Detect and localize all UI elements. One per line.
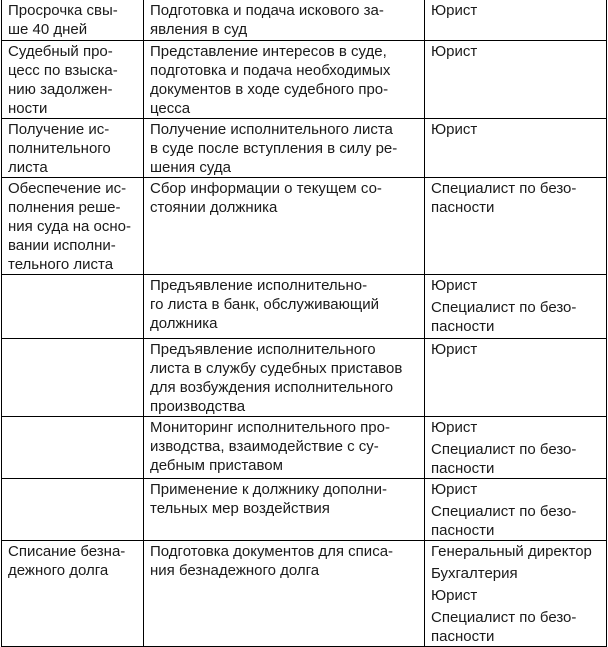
responsible-entry <box>431 564 600 583</box>
stage-text-line: нию задолжен- <box>8 81 113 98</box>
action-text-line: шения суда <box>150 159 231 176</box>
action-text-line: стоянии должника <box>150 199 278 216</box>
responsible-entry <box>431 120 600 139</box>
responsible-text-line: Юрист <box>431 419 478 436</box>
action-cell <box>144 41 425 119</box>
action-cell <box>144 339 425 417</box>
responsible-entry <box>431 586 600 605</box>
stage-cell <box>2 41 144 119</box>
action-text-line: подготовка и подача необходимых <box>150 62 391 79</box>
stage-text-line: Списание безна- <box>8 543 126 560</box>
responsible-entry <box>431 276 600 295</box>
stage-cell <box>2 178 144 275</box>
table-row <box>2 178 607 275</box>
stage-text-line: ности <box>8 100 48 117</box>
responsible-entry <box>431 608 600 646</box>
action-text-line: изводства, взаимодействие с су- <box>150 438 379 455</box>
responsible-text-line: Специалист по безо- <box>431 503 577 520</box>
stage-text-line: Просрочка свы- <box>8 2 118 19</box>
responsible-text-line: пасности <box>431 628 495 645</box>
stage-text-line: вании исполни- <box>8 237 116 254</box>
responsible-cell <box>425 119 607 178</box>
action-text-line: цесса <box>150 100 191 117</box>
table-row <box>2 339 607 417</box>
stage-text-line: Получение ис- <box>8 121 110 138</box>
responsible-entry <box>431 340 600 359</box>
stage-text-line: полнения реше- <box>8 199 121 216</box>
responsible-entry <box>431 42 600 61</box>
action-text-line: Сбор информации о текущем со- <box>150 180 382 197</box>
responsible-text-line: Юрист <box>431 587 478 604</box>
responsible-cell <box>425 417 607 479</box>
responsible-text-line: Юрист <box>431 481 478 498</box>
stage-cell <box>2 119 144 178</box>
responsible-cell <box>425 479 607 541</box>
responsible-cell <box>425 0 607 41</box>
responsible-text-line: Специалист по безо- <box>431 609 577 626</box>
stage-cell <box>2 275 144 339</box>
responsible-text-line: Юрист <box>431 121 478 138</box>
action-text-line: Мониторинг исполнительного про- <box>150 419 390 436</box>
table-body <box>2 0 607 647</box>
action-text-line: в суде после вступления в силу ре- <box>150 140 398 157</box>
responsible-text-line: Юрист <box>431 43 478 60</box>
stage-text-line: цесс по взыска- <box>8 62 118 79</box>
table-row <box>2 41 607 119</box>
stage-text-line: тельного листа <box>8 256 114 273</box>
action-cell <box>144 119 425 178</box>
responsible-entry <box>431 542 600 561</box>
responsible-text-line: Бухгалтерия <box>431 565 518 582</box>
responsible-entry <box>431 1 600 20</box>
action-text-line: должника <box>150 315 218 332</box>
stage-cell <box>2 417 144 479</box>
responsible-entry <box>431 298 600 336</box>
stage-text-line: ше 40 дней <box>8 21 88 38</box>
action-text-line: дебным приставом <box>150 457 283 474</box>
responsible-entry <box>431 418 600 437</box>
responsible-entry <box>431 179 600 217</box>
action-text-line: для возбуждения исполнительного <box>150 379 394 396</box>
stage-text-line: дежного долга <box>8 562 109 579</box>
action-text-line: Представление интересов в суде, <box>150 43 387 60</box>
responsible-text-line: Юрист <box>431 277 478 294</box>
responsible-entry <box>431 480 600 499</box>
action-text-line: Применение к должнику дополни- <box>150 481 387 498</box>
stage-cell <box>2 0 144 41</box>
table-row <box>2 275 607 339</box>
stage-text-line: Судебный про- <box>8 43 113 60</box>
action-text-line: явления в суд <box>150 21 248 38</box>
responsible-cell <box>425 178 607 275</box>
responsible-text-line: Юрист <box>431 2 478 19</box>
responsible-text-line: пасности <box>431 460 495 477</box>
action-text-line: тельных мер воздействия <box>150 500 330 517</box>
responsible-cell <box>425 339 607 417</box>
table-row <box>2 417 607 479</box>
responsible-entry <box>431 502 600 540</box>
stage-text-line: Обеспечение ис- <box>8 180 127 197</box>
action-text-line: документов в ходе судебного про- <box>150 81 389 98</box>
action-text-line: Подготовка документов для списа- <box>150 543 394 560</box>
action-text-line: Предъявление исполнительно- <box>150 277 368 294</box>
responsible-text-line: Генеральный директор <box>431 543 592 560</box>
action-text-line: Получение исполнительного листа <box>150 121 393 138</box>
action-text-line: Предъявление исполнительного <box>150 341 376 358</box>
action-cell <box>144 0 425 41</box>
table-row <box>2 119 607 178</box>
action-text-line: производства <box>150 398 246 415</box>
responsible-text-line: пасности <box>431 522 495 539</box>
responsible-text-line: Специалист по безо- <box>431 180 577 197</box>
responsible-text-line: Специалист по безо- <box>431 441 577 458</box>
table-row <box>2 479 607 541</box>
action-cell <box>144 275 425 339</box>
action-text-line: листа в службу судебных приставов <box>150 360 403 377</box>
responsible-text-line: пасности <box>431 318 495 335</box>
stage-cell <box>2 339 144 417</box>
responsible-text-line: Специалист по безо- <box>431 299 577 316</box>
action-text-line: ния безнадежного долга <box>150 562 320 579</box>
action-cell <box>144 417 425 479</box>
responsible-text-line: Юрист <box>431 341 478 358</box>
stage-text-line: полнительного <box>8 140 111 157</box>
responsible-cell <box>425 275 607 339</box>
stage-text-line: листа <box>8 159 48 176</box>
responsible-text-line: пасности <box>431 199 495 216</box>
responsible-cell <box>425 41 607 119</box>
debt-collection-table <box>1 0 607 647</box>
action-text-line: Подготовка и подача искового за- <box>150 2 384 19</box>
action-cell <box>144 178 425 275</box>
stage-text-line: ния суда на осно- <box>8 218 131 235</box>
action-cell <box>144 479 425 541</box>
action-text-line: го листа в банк, обслуживающий <box>150 296 379 313</box>
stage-cell <box>2 479 144 541</box>
table-row <box>2 0 607 41</box>
responsible-entry <box>431 440 600 478</box>
